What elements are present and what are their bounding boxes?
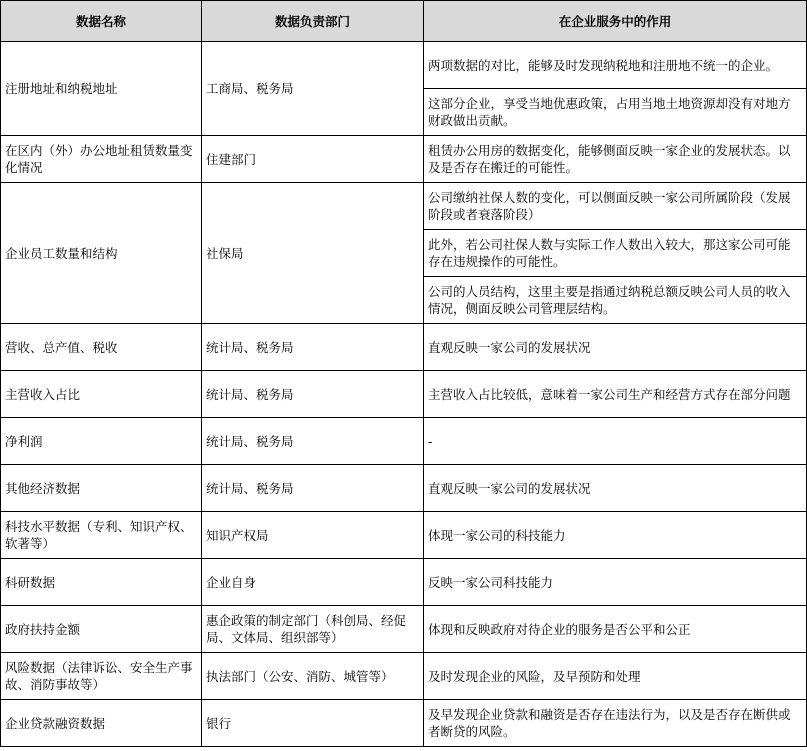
cell-role: 租赁办公用房的数据变化，能够侧面反映一家企业的发展状态。以及是否存在搬迁的可能性。 [424,136,807,183]
cell-role: 两项数据的对比，能够及时发现纳税地和注册地不统一的企业。 [424,42,807,89]
cell-dept: 企业自身 [202,559,424,606]
cell-name: 其他经济数据 [1,465,202,512]
cell-role: 及早发现企业贷款和融资是否存在违法行为，以及是否存在断供或者断贷的风险。 [424,700,807,747]
table-row [1,465,807,512]
table-row [1,700,807,747]
header-row [1,1,807,42]
cell-dept: 社保局 [202,183,424,324]
cell-dept: 统计局、税务局 [202,324,424,371]
table-row [1,512,807,559]
cell-role: - [424,418,807,465]
table-row [1,183,807,230]
table-row [1,136,807,183]
cell-name: 净利润 [1,418,202,465]
table-row [1,42,807,89]
cell-name: 营收、总产值、税收 [1,324,202,371]
cell-role: 这部分企业，享受当地优惠政策，占用当地土地资源却没有对地方财政做出贡献。 [424,89,807,136]
cell-dept: 惠企政策的制定部门（科创局、经促局、文体局、组织部等） [202,606,424,653]
cell-role: 反映一家公司科技能力 [424,559,807,606]
cell-role: 公司的人员结构，这里主要是指通过纳税总额反映公司人员的收入情况，侧面反映公司管理层结构。 [424,277,807,324]
cell-name: 风险数据（法律诉讼、安全生产事故、消防事故等） [1,653,202,700]
cell-name: 企业贷款融资数据 [1,700,202,747]
cell-dept: 统计局、税务局 [202,371,424,418]
cell-dept: 统计局、税务局 [202,418,424,465]
cell-role: 及时发现企业的风险，及早预防和处理 [424,653,807,700]
table-row [1,559,807,606]
cell-dept: 执法部门（公安、消防、城管等） [202,653,424,700]
cell-dept: 住建部门 [202,136,424,183]
header-data-name: 数据名称 [1,1,202,42]
cell-name: 注册地址和纳税地址 [1,42,202,136]
cell-dept: 工商局、税务局 [202,42,424,136]
table-row [1,653,807,700]
cell-dept: 知识产权局 [202,512,424,559]
cell-dept: 银行 [202,700,424,747]
cell-name: 主营收入占比 [1,371,202,418]
table-row [1,606,807,653]
cell-role: 此外，若公司社保人数与实际工作人数出入较大，那这家公司可能存在违规操作的可能性。 [424,230,807,277]
cell-role: 直观反映一家公司的发展状况 [424,465,807,512]
table-row [1,371,807,418]
cell-role: 直观反映一家公司的发展状况 [424,324,807,371]
cell-name: 政府扶持金额 [1,606,202,653]
cell-role: 主营收入占比较低，意味着一家公司生产和经营方式存在部分问题 [424,371,807,418]
cell-name: 科技水平数据（专利、知识产权、软著等） [1,512,202,559]
header-role: 在企业服务中的作用 [424,1,807,42]
cell-name: 科研数据 [1,559,202,606]
cell-role: 体现一家公司的科技能力 [424,512,807,559]
table-row [1,418,807,465]
cell-role: 公司缴纳社保人数的变化，可以侧面反映一家公司所属阶段（发展阶段或者衰落阶段） [424,183,807,230]
cell-role: 体现和反映政府对待企业的服务是否公平和公正 [424,606,807,653]
cell-name: 在区内（外）办公地址租赁数量变化情况 [1,136,202,183]
header-department: 数据负责部门 [202,1,424,42]
table-row [1,324,807,371]
cell-dept: 统计局、税务局 [202,465,424,512]
cell-name: 企业员工数量和结构 [1,183,202,324]
